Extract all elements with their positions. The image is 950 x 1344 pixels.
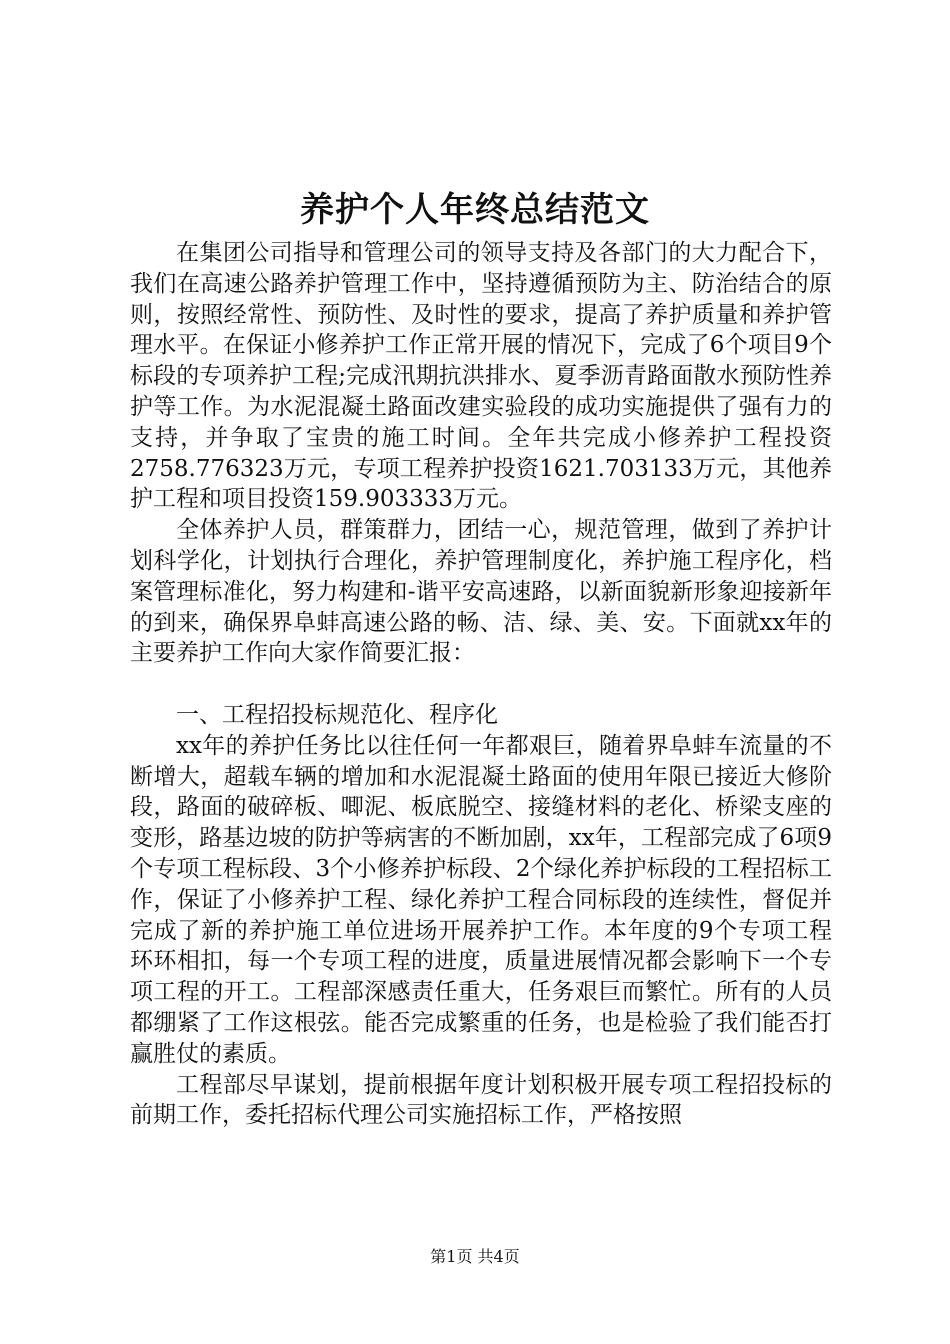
paragraph-tasks: xx年的养护任务比以往任何一年都艰巨，随着界阜蚌车流量的不断增大，超载车辆的增加和水泥混凝土路面的使用年限已接近大修阶段，路面的破碎板、唧泥、板底脱空、接缝材料的老化、桥梁支座的变形，路基边坡的防护等病害的不断加剧，xx年，工程部完成了6项9个专项工程标段、3个小修养护标段、2个绿化养护标段的工程招标工作，保证了小修养护工程、绿化养护工程合同标段的连续性，督促并完成了新的养护施工单位进场开展养护工作。本年度的9个专项工程环环相扣，每一个专项工程的进度，质量进展情况都会影响下一个专项工程的开工。工程部深感责任重大，任务艰巨而繁忙。所有的人员都绷紧了工作这根弦。能否完成繁重的任务，也是检验了我们能否打赢胜仗的素质。 [130, 732, 832, 1067]
page-footer: 第1页 共4页 [430, 1247, 520, 1266]
paragraph-summary: 全体养护人员，群策群力，团结一心，规范管理，做到了养护计划科学化，计划执行合理化，养护管理制度化，养护施工程序化，档案管理标准化，努力构建和-谐平安高速路，以新面貌新形象迎接新年的到来，确保界阜蚌高速公路的畅、洁、绿、美、安。下面就xx年的主要养护工作向大家作简要汇报： [130, 517, 832, 667]
document-title: 养护个人年终总结范文 [300, 190, 650, 230]
paragraph-bidding: 工程部尽早谋划，提前根据年度计划积极开展专项工程招投标的前期工作，委托招标代理公司实施招标工作，严格按照 [130, 1071, 832, 1129]
blank-line [130, 669, 832, 700]
document-body [130, 238, 832, 1131]
section-heading-1: 一、工程招投标规范化、程序化 [176, 701, 498, 728]
paragraph-intro: 在集团公司指导和管理公司的领导支持及各部门的大力配合下，我们在高速公路养护管理工作中，坚持遵循预防为主、防治结合的原则，按照经常性、预防性、及时性的要求，提高了养护质量和养护管理水平。在保证小修养护工作正常开展的情况下，完成了6个项目9个标段的专项养护工程;完成汛期抗洪排水、夏季沥青路面散水预防性养护等工作。为水泥混凝土路面改建实验段的成功实施提供了强有力的支持，并争取了宝贵的施工时间。全年共完成小修养护工程投资2758.776323万元，专项工程养护投资1621.703133万元，其他养护工程和项目投资159.903333万元。 [130, 240, 832, 513]
